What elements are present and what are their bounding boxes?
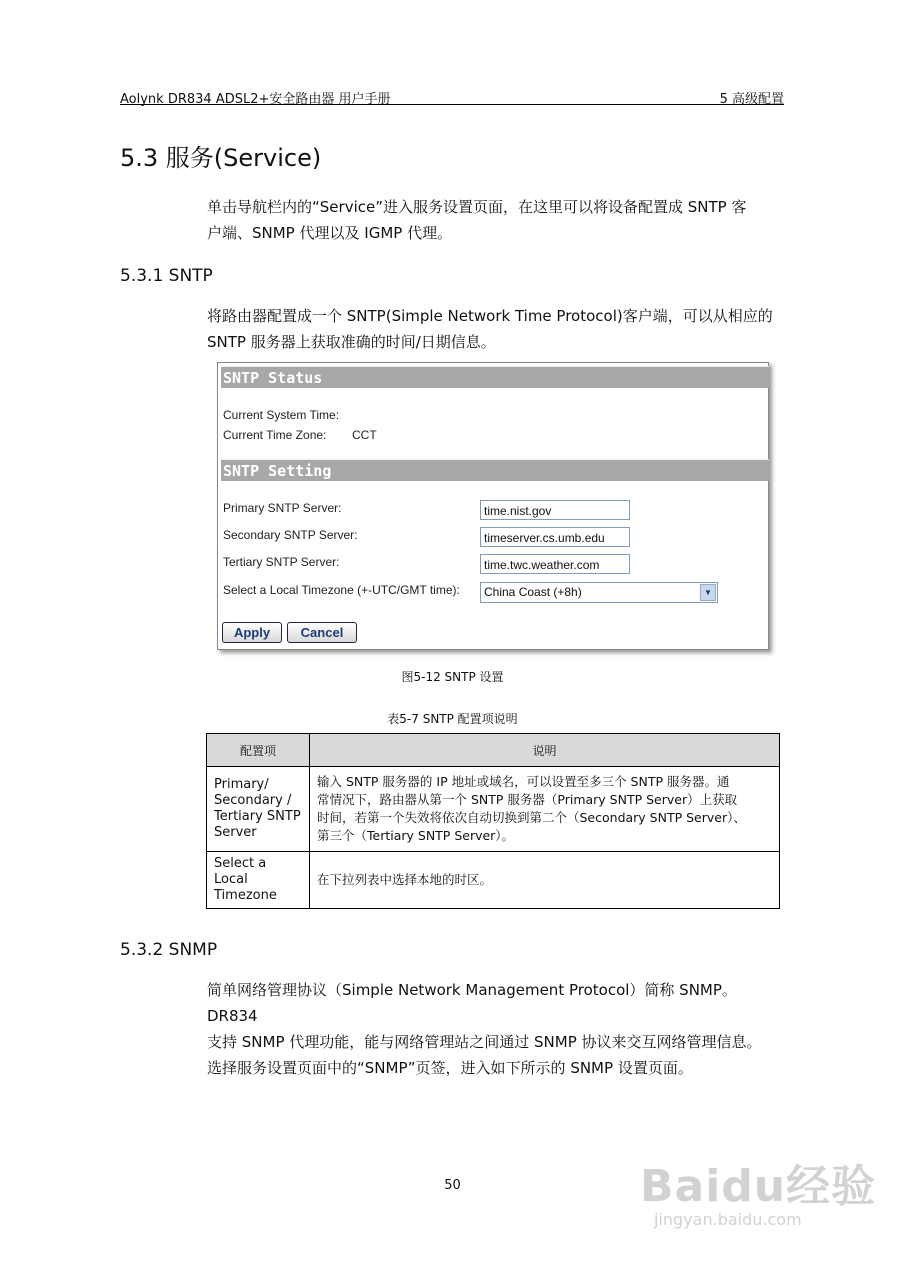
snmp-line-3: 选择服务设置页面中的“SNMP”页签，进入如下所示的 SNMP 设置页面。: [207, 1059, 693, 1077]
table-cell-desc: [310, 852, 780, 909]
watermark-url: jingyan.baidu.com: [654, 1210, 802, 1229]
baidu-watermark: [640, 1150, 876, 1229]
header-divider: [120, 104, 784, 105]
table-cell-desc: [310, 767, 780, 852]
timezone-select[interactable]: [480, 582, 718, 603]
table-row: [207, 852, 780, 909]
sntp-desc-line-2: SNTP 服务器上获取准确的时间/日期信息。: [207, 333, 496, 351]
table-header-item: 配置项: [207, 734, 310, 767]
secondary-server-label: Secondary SNTP Server:: [223, 528, 358, 542]
sntp-subsection-title: 5.3.1 SNTP: [120, 266, 213, 286]
sntp-description: [207, 303, 785, 355]
chevron-down-icon[interactable]: ▼: [700, 584, 716, 601]
sntp-config-screenshot: [217, 362, 769, 650]
table-header-row: [207, 734, 780, 767]
snmp-description: [207, 977, 785, 1081]
sntp-setting-bar: SNTP Setting: [221, 459, 769, 481]
cell-line: 在下拉列表中选择本地的时区。: [317, 872, 493, 887]
cell-line: Secondary /: [214, 793, 292, 808]
cell-line: Primary/: [214, 777, 269, 792]
cell-line: 时间，若第一个失效将依次自动切换到第二个（Secondary SNTP Server）、: [317, 810, 746, 825]
table-row: [207, 767, 780, 852]
intro-line-1: 单击导航栏内的“Service”进入服务设置页面，在这里可以将设备配置成 SNTP 客: [207, 198, 747, 216]
current-time-zone-label: Current Time Zone:: [223, 428, 327, 442]
table-caption: 表5-7 SNTP 配置项说明: [387, 712, 518, 726]
snmp-subsection-title: 5.3.2 SNMP: [120, 940, 218, 960]
snmp-line-2: 支持 SNMP 代理功能，能与网络管理站之间通过 SNMP 协议来交互网络管理信息。: [207, 1033, 762, 1051]
watermark-brand: Baidu经验: [640, 1161, 877, 1212]
cell-line: Select a Local: [214, 856, 267, 887]
tertiary-server-input[interactable]: time.twc.weather.com: [480, 554, 630, 574]
header-title: Aolynk DR834 ADSL2+安全路由器 用户手册: [120, 92, 391, 107]
apply-button[interactable]: Apply: [222, 622, 282, 643]
header-chapter: 5 高级配置: [719, 92, 784, 107]
timezone-selected-value: China Coast (+8h): [484, 585, 582, 599]
intro-line-2: 户端、SNMP 代理以及 IGMP 代理。: [207, 224, 453, 242]
cancel-button[interactable]: Cancel: [287, 622, 357, 643]
primary-server-label: Primary SNTP Server:: [223, 501, 342, 515]
page-number: 50: [444, 1178, 461, 1193]
primary-server-input[interactable]: time.nist.gov: [480, 500, 630, 520]
sntp-config-table: [206, 733, 780, 909]
current-system-time-label: Current System Time:: [223, 408, 340, 422]
cell-line: 常情况下，路由器从第一个 SNTP 服务器（Primary SNTP Server）上获取: [317, 792, 738, 807]
current-time-zone-value: CCT: [352, 428, 377, 442]
table-cell-item: [207, 767, 310, 852]
secondary-server-input[interactable]: timeserver.cs.umb.edu: [480, 527, 630, 547]
section-title: 5.3 服务(Service): [120, 144, 322, 172]
timezone-label: Select a Local Timezone (+-UTC/GMT time):: [223, 583, 460, 597]
table-cell-item: [207, 852, 310, 909]
sntp-status-bar: SNTP Status: [221, 366, 769, 388]
snmp-line-1: 简单网络管理协议（Simple Network Management Protocol）简称 SNMP。DR834: [207, 981, 737, 1025]
cell-line: Server: [214, 825, 257, 840]
table-header-desc: 说明: [310, 734, 780, 767]
tertiary-server-label: Tertiary SNTP Server:: [223, 555, 340, 569]
cell-line: Tertiary SNTP: [214, 809, 301, 824]
cell-line: Timezone: [214, 888, 277, 903]
cell-line: 输入 SNTP 服务器的 IP 地址或域名，可以设置至多三个 SNTP 服务器。通: [317, 774, 730, 789]
figure-caption: 图5-12 SNTP 设置: [401, 670, 504, 684]
cell-line: 第三个（Tertiary SNTP Server）。: [317, 828, 515, 843]
sntp-desc-line-1: 将路由器配置成一个 SNTP(Simple Network Time Protocol)客户端，可以从相应的: [207, 307, 773, 325]
section-intro: [207, 194, 785, 246]
